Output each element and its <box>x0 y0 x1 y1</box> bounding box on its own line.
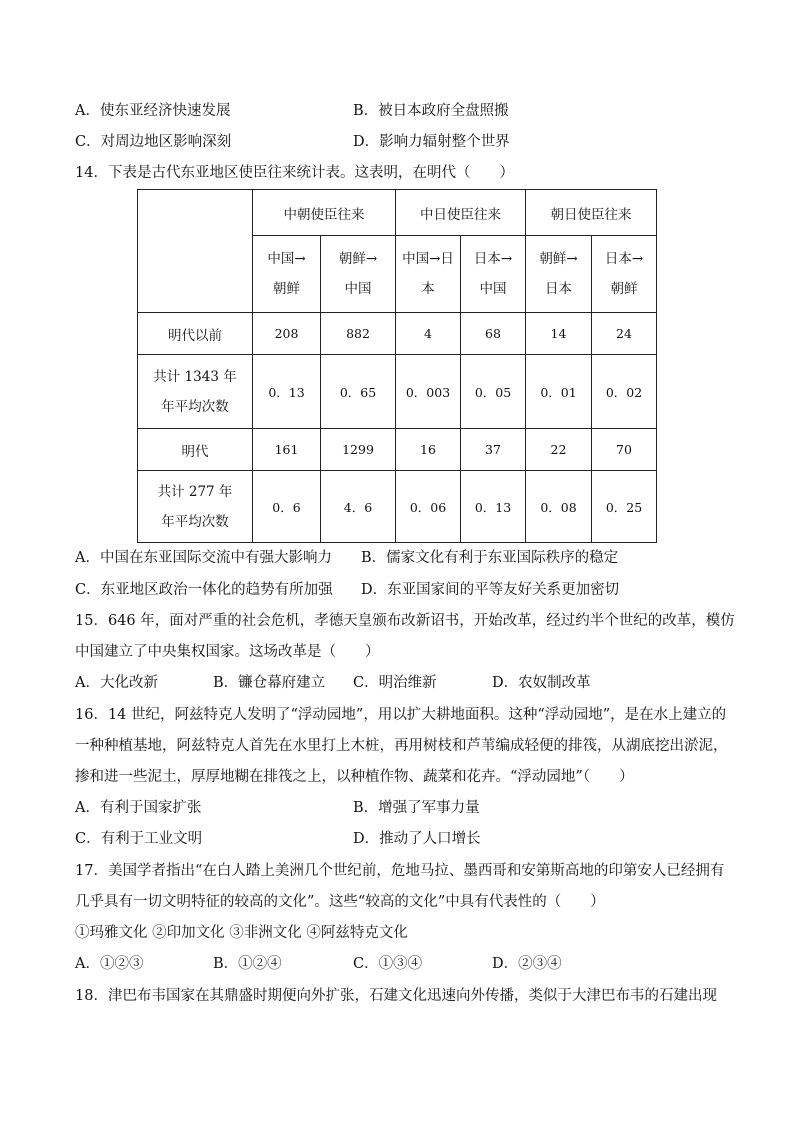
q14-stem: 14．下表是古代东亚地区使臣往来统计表。这表明，在明代（ ） <box>75 165 514 181</box>
q13-option-c: C．对周边地区影响深刻 <box>75 134 232 150</box>
group-header-china-korea: 中朝使臣往来 <box>253 190 396 236</box>
q17-option-a: A．①②③ <box>75 956 144 972</box>
table-cell: 0．65 <box>321 355 396 429</box>
table-cell: 161 <box>253 429 321 471</box>
q16-stem-line-2: 一种种植基地，阿兹特克人首先在水里打上木桩，再用树枝和芦苇编成轻便的排筏，从湖底挖出淤泥， <box>75 738 728 754</box>
group-header-china-japan: 中日使臣往来 <box>396 190 526 236</box>
q17-option-b: B．①②④ <box>213 956 282 972</box>
row-label: 共计 1343 年 年平均次数 <box>138 355 253 429</box>
table-cell: 4．6 <box>321 471 396 543</box>
table-cell: 0．6 <box>253 471 321 543</box>
table-group-header-row <box>138 190 657 236</box>
table-cell: 68 <box>461 313 526 355</box>
q17-stem-line-2: 几乎具有一切文明特征的较高的文化”。这些“较高的文化”中具有代表性的（ ） <box>75 894 605 910</box>
table-row <box>138 429 657 471</box>
table-cell: 37 <box>461 429 526 471</box>
q16-option-d: D．推动了人口增长 <box>353 831 481 847</box>
table-cell: 0．08 <box>526 471 592 543</box>
q18-stem-line-1: 18．津巴布韦国家在其鼎盛时期便向外扩张，石建文化迅速向外传播，类似于大津巴布韦的石建出现 <box>75 988 717 1004</box>
table-cell: 208 <box>253 313 321 355</box>
table-row <box>138 355 657 429</box>
table-cell: 1299 <box>321 429 396 471</box>
q14-option-b: B．儒家文化有利于东亚国际秩序的稳定 <box>361 550 619 566</box>
row-label: 明代以前 <box>138 313 253 355</box>
envoy-statistics-table <box>137 189 657 543</box>
table-cell: 70 <box>592 429 657 471</box>
table-cell: 22 <box>526 429 592 471</box>
q17-items: ①玛雅文化 ②印加文化 ③非洲文化 ④阿兹特克文化 <box>75 925 408 941</box>
q14-option-d: D．东亚国家间的平等友好关系更加密切 <box>361 582 620 598</box>
table-cell: 14 <box>526 313 592 355</box>
q16-option-b: B．增强了军事力量 <box>353 800 480 816</box>
q16-option-a: A．有利于国家扩张 <box>75 800 202 816</box>
q15-option-c: C．明治维新 <box>353 675 437 691</box>
q14-option-c: C．东亚地区政治一体化的趋势有所加强 <box>75 582 333 598</box>
row-label: 明代 <box>138 429 253 471</box>
group-header-korea-japan: 朝日使臣往来 <box>526 190 657 236</box>
subheader-cell: 中国→ 朝鲜 <box>253 236 321 313</box>
q16-option-c: C．有利于工业文明 <box>75 831 203 847</box>
q17-option-c: C．①③④ <box>353 956 423 972</box>
q15-stem-line-2: 中国建立了中央集权国家。这场改革是（ ） <box>75 644 380 660</box>
table-cell: 0．13 <box>253 355 321 429</box>
subheader-cell: 中国→日 本 <box>396 236 461 313</box>
row-label: 共计 277 年 年平均次数 <box>138 471 253 543</box>
q13-option-d: D．影响力辐射整个世界 <box>353 134 510 150</box>
table-row <box>138 313 657 355</box>
table-cell: 0．13 <box>461 471 526 543</box>
table-cell: 882 <box>321 313 396 355</box>
table-corner-cell <box>138 190 253 313</box>
subheader-cell: 日本→ 朝鲜 <box>592 236 657 313</box>
table-cell: 16 <box>396 429 461 471</box>
q15-option-b: B．镰仓幕府建立 <box>213 675 326 691</box>
subheader-cell: 日本→ 中国 <box>461 236 526 313</box>
table-cell: 0．06 <box>396 471 461 543</box>
q13-option-b: B．被日本政府全盘照搬 <box>353 103 509 119</box>
subheader-cell: 朝鲜→ 日本 <box>526 236 592 313</box>
table-cell: 0．02 <box>592 355 657 429</box>
q17-stem-line-1: 17．美国学者指出“在白人踏上美洲几个世纪前，危地马拉、墨西哥和安第斯高地的印第安人已经拥有 <box>75 863 725 879</box>
table-cell: 0．01 <box>526 355 592 429</box>
table-cell: 0．05 <box>461 355 526 429</box>
table-cell: 0．25 <box>592 471 657 543</box>
table-cell: 24 <box>592 313 657 355</box>
table-cell: 4 <box>396 313 461 355</box>
table-row <box>138 471 657 543</box>
table-cell: 0．003 <box>396 355 461 429</box>
q13-option-a: A．使东亚经济快速发展 <box>75 103 231 119</box>
q16-stem-line-1: 16．14 世纪，阿兹特克人发明了“浮动园地”，用以扩大耕地面积。这种“浮动园地”，是在水上建立的 <box>75 707 727 723</box>
q16-stem-line-3: 掺和进一些泥土，厚厚地糊在排筏之上，以种植作物、蔬菜和花卉。“浮动园地”（ ） <box>75 769 634 785</box>
q14-option-a: A．中国在东亚国际交流中有强大影响力 <box>75 550 332 566</box>
q15-option-a: A．大化改新 <box>75 675 158 691</box>
q17-option-d: D．②③④ <box>492 956 562 972</box>
q15-stem-line-1: 15．646 年，面对严重的社会危机，孝德天皇颁布改新诏书，开始改革，经过约半个世纪的改革，模仿 <box>75 613 735 629</box>
q15-option-d: D．农奴制改革 <box>492 675 591 691</box>
subheader-cell: 朝鲜→ 中国 <box>321 236 396 313</box>
